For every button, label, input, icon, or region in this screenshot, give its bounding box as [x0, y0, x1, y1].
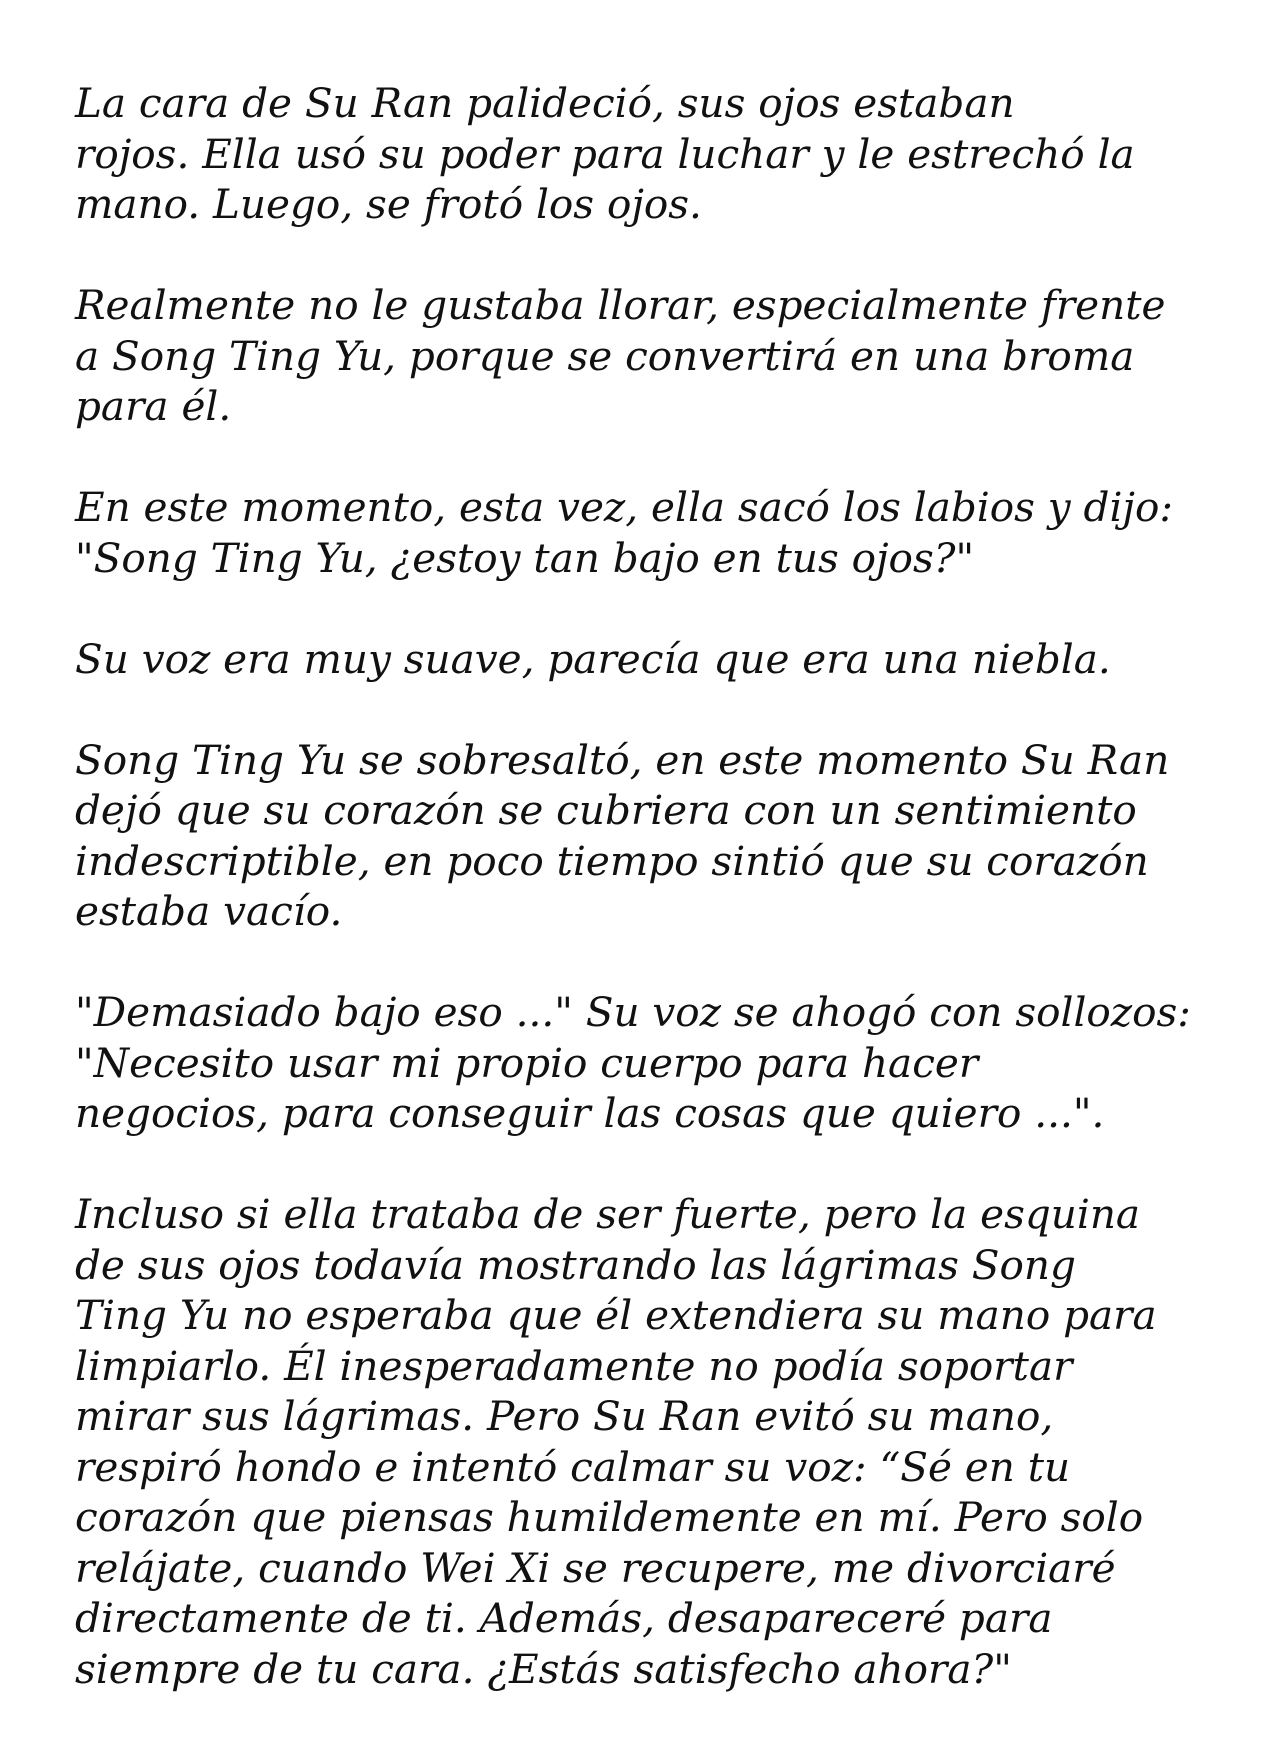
text-line: Realmente no le gustaba llorar, especialmente frente — [75, 281, 1166, 329]
text-line: negocios, para conseguir las cosas que quiero ...". — [75, 1089, 1105, 1137]
text-line: directamente de ti. Además, desapareceré para — [75, 1594, 1053, 1642]
text-line: para él. — [75, 382, 232, 430]
text-line: En este momento, esta vez, ella sacó los labios y dijo: — [75, 483, 1174, 531]
text-line: mirar sus lágrimas. Pero Su Ran evitó su mano, — [75, 1392, 1054, 1440]
text-line: rojos. Ella usó su poder para luchar y le estrechó la — [75, 129, 1135, 178]
text-line: mano. Luego, se frotó los ojos. — [75, 180, 702, 228]
text-line: de sus ojos todavía mostrando las lágrimas Song — [75, 1240, 1076, 1289]
text-line: limpiarlo. Él inesperadamente no podía soportar — [75, 1341, 1073, 1390]
text-line: La cara de Su Ran palideció, sus ojos estaban — [75, 79, 1015, 127]
text-line: corazón que piensas humildemente en mí. Pero solo — [75, 1493, 1144, 1541]
text-line: indescriptible, en poco tiempo sintió que su corazón — [75, 836, 1149, 885]
text-line: "Necesito usar mi propio cuerpo para hacer — [75, 1038, 979, 1087]
text-line: Ting Yu no esperaba que él extendiera su mano para — [75, 1291, 1157, 1339]
paragraph-7 — [75, 1189, 1205, 1694]
text-line: dejó que su corazón se cubriera con un sentimiento — [75, 786, 1137, 834]
document-page — [75, 78, 1205, 1745]
paragraph-2 — [75, 280, 1205, 432]
paragraph-6 — [75, 987, 1205, 1139]
text-line: siempre de tu cara. ¿Estás satisfecho ahora?" — [75, 1644, 1012, 1693]
paragraph-5 — [75, 735, 1205, 937]
paragraph-1 — [75, 78, 1205, 230]
text-line: Song Ting Yu se sobresaltó, en este momento Su Ran — [75, 735, 1170, 784]
text-line: respiró hondo e intentó calmar su voz: “Sé en tu — [75, 1442, 1071, 1491]
text-line: Su voz era muy suave, parecía que era una niebla. — [75, 634, 1111, 683]
text-line: Incluso si ella trataba de ser fuerte, pero la esquina — [75, 1190, 1141, 1238]
text-line: estaba vacío. — [75, 887, 343, 935]
text-line: "Song Ting Yu, ¿estoy tan bajo en tus ojos?" — [75, 533, 975, 582]
text-line: relájate, cuando Wei Xi se recupere, me divorciaré — [75, 1543, 1116, 1592]
text-line: a Song Ting Yu, porque se convertirá en una broma — [75, 331, 1135, 380]
text-line: "Demasiado bajo eso ..." Su voz se ahogó con sollozos: — [75, 988, 1191, 1036]
paragraph-3 — [75, 482, 1205, 583]
paragraph-4 — [75, 634, 1205, 685]
